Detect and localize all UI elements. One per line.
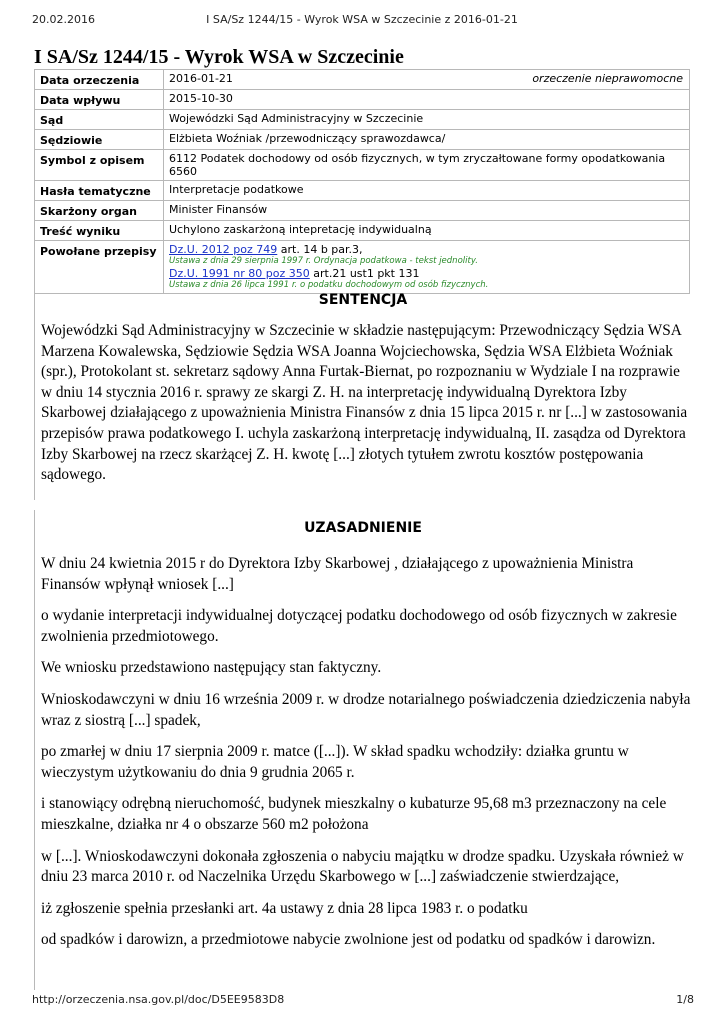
value-sedziowie: Elżbieta Woźniak /przewodniczący sprawozdawca/ [164,130,690,150]
label-data-orzeczenia: Data orzeczenia [35,70,164,90]
label-skarzony: Skarżony organ [35,201,164,221]
value-tresc: Uchylono zaskarżoną intepretację indywidualną [164,221,690,241]
value-data-orzeczenia [164,70,690,90]
przepis-description: Ustawa z dnia 29 sierpnia 1997 r. Ordynacja podatkowa - tekst jednolity. [169,256,478,266]
symbol-line-1: 6112 Podatek dochodowy od osób fizycznych, w tym zryczałtowane formy opodatkowania [169,152,666,165]
przepis-item [169,243,684,267]
paragraph: We wniosku przedstawiono następujący stan faktyczny. [41,659,382,677]
uzasadnienie-section [34,510,691,990]
document-title: I SA/Sz 1244/15 - Wyrok WSA w Szczecinie [34,46,404,68]
value-symbol [164,150,690,181]
row-symbol [35,150,690,181]
label-symbol: Symbol z opisem [35,150,164,181]
paragraph: o wydanie interpretacji indywidualnej dotyczącej podatku dochodowego od osób fizycznych w zakresie zwolnienia przedmiotowego. [41,607,677,645]
value-skarzony: Minister Finansów [164,201,690,221]
footer-url: http://orzeczenia.nsa.gov.pl/doc/D5EE9583D8 [32,993,285,1006]
row-data-orzeczenia [35,70,690,90]
przepis-link[interactable]: Dz.U. 2012 poz 749 [169,243,278,256]
paragraph: Wnioskodawczyni w dniu 16 września 2009 r. w drodze notarialnego poświadczenia dziedziczenia nabyła wraz z siostrą [...] spadek, [41,690,691,729]
print-title: I SA/Sz 1244/15 - Wyrok WSA w Szczecinie z 2016-01-21 [206,13,518,26]
paragraph: w [...]. Wnioskodawczyni dokonała zgłoszenia o nabyciu majątku w drodze spadku. Uzyskała również w dniu 23 marca 2010 r. od Naczelnika Urzędu Skarbowego w [...] zaświadczenie stwierdzające, [41,847,684,886]
status-badge: orzeczenie nieprawomocne [532,72,683,85]
paragraph: W dniu 24 kwietnia 2015 r do Dyrektora Izby Skarbowej , działającego z upoważnienia Ministra Finansów wpłynął wniosek [...] [41,555,634,593]
symbol-line-2: 6560 [169,165,197,178]
value-data-wplywu: 2015-10-30 [164,90,690,110]
page-number: 1/8 [676,993,694,1006]
paragraph: od spadków i darowizn, a przedmiotowe nabycie zwolnione jest od podatku od spadków i darowizn. [41,931,656,949]
sentencja-section [34,288,691,500]
print-date: 20.02.2016 [32,13,95,26]
sentencja-text: Wojewódzki Sąd Administracyjny w Szczecinie w składzie następującym: Przewodniczący Sędzia WSA Marzena Kowalewska, Sędziowie Sędzia WSA Joanna Wojciechowska, Sędzia WSA Elżbieta Woźniak (spr.), Protokolant st. sekretarz sądowy Anna Furtak-Biernat, po rozpoznaniu w Wydziale I na rozprawie w dniu 14 stycznia 2016 r. sprawy ze skargi Z. H. na interpretację indywidualną Dyrektora Izby Skarbowej działającego z upoważnienia Ministra Finansów z dnia 15 lipca 2015 r. nr [...] w zastosowania przepisów prawa podatkowego I. uchyla zaskarżoną interpretację indywidualną, II. zasądza od Dyrektora Izby Skarbowej na rzecz skarżącej Z. H. kwotę [...] złotych tytułem zwrotu kosztów postępowania sądowego. [41,322,688,484]
przepis-link[interactable]: Dz.U. 1991 nr 80 poz 350 [169,267,310,280]
przepis-text: art.21 ust1 pkt 131 [309,267,420,280]
label-sedziowie: Sędziowie [35,130,164,150]
label-hasla: Hasła tematyczne [35,181,164,201]
uzasadnienie-heading: UZASADNIENIE [304,520,422,536]
value-sad: Wojewódzki Sąd Administracyjny w Szczecinie [164,110,690,130]
paragraph: po zmarłej w dniu 17 sierpnia 2009 r. matce ([...]). W skład spadku wchodziły: działka gruntu w wieczystym użytkowaniu do dnia 9 grudnia 2065 r. [41,743,629,781]
row-skarzony [35,201,690,221]
label-sad: Sąd [35,110,164,130]
row-sedziowie [35,130,690,150]
przepis-text: art. 14 b par.3, [277,243,363,256]
row-hasla [35,181,690,201]
paragraph: i stanowiący odrębną nieruchomość, budynek mieszkalny o kubaturze 95,68 m3 przeznaczony na cele mieszkalne, działka nr 4 o obszarze 560 m2 położona [41,795,667,833]
paragraph: iż zgłoszenie spełnia przesłanki art. 4a ustawy z dnia 28 lipca 1983 r. o podatku [41,899,528,917]
row-przepisy [35,241,690,294]
label-przepisy: Powołane przepisy [35,241,164,294]
metadata-table [34,69,690,294]
sentencja-heading: SENTENCJA [318,292,408,308]
label-data-wplywu: Data wpływu [35,90,164,110]
row-data-wplywu [35,90,690,110]
przepis-description: Ustawa z dnia 26 lipca 1991 r. o podatku dochodowym od osób fizycznych. [169,280,489,290]
label-tresc: Treść wyniku [35,221,164,241]
date-value: 2016-01-21 [169,72,233,85]
uzasadnienie-body [35,554,691,951]
value-przepisy [164,241,690,294]
row-tresc [35,221,690,241]
row-sad [35,110,690,130]
value-hasla: Interpretacje podatkowe [164,181,690,201]
